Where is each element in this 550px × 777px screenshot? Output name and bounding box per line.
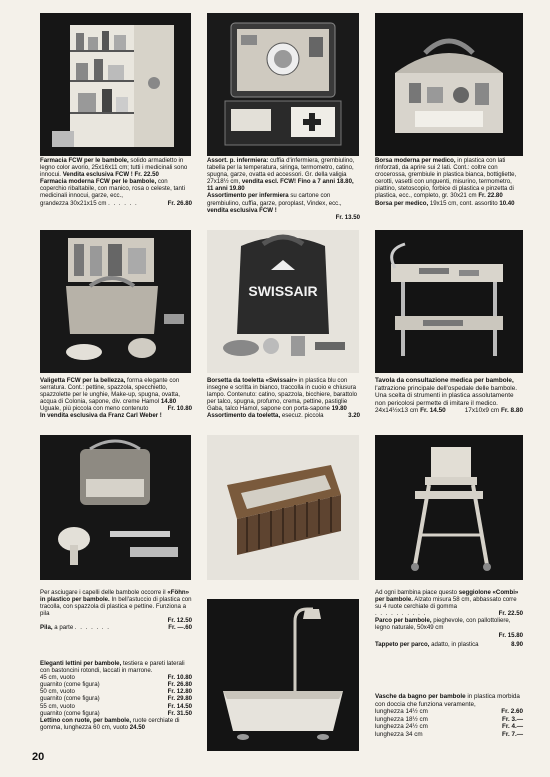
medico-small-price: 10.40 — [499, 199, 515, 207]
farmacia-moderna-title: Farmacia moderna FCW per le bambole, — [40, 178, 157, 186]
pila-label: Pila, — [40, 624, 53, 632]
tappeto-price: 8.90 — [511, 640, 523, 648]
swissair-small-description: esecuz. piccola — [280, 412, 324, 420]
seggiolone-title: seggiolone «Combi» per bambole. — [375, 589, 519, 604]
fohn-description: In bell'astuccio di plastica con tracolla, con spazzola di plastica e pettine. Funziona a pila — [40, 596, 192, 618]
swissair-logo: SWISSAIR — [248, 283, 318, 299]
seggiolone-description: Alzato misura 58 cm, abbassato corre su 4 ruote cerchiate di gomma — [375, 596, 517, 611]
leader-dots: . . . . . . . — [74, 624, 110, 632]
lettino-ruote-description: ruote cerchiate di gomma, lunghezza 60 cm, vuoto — [40, 716, 180, 731]
tavola-price-small: Fr. 8.80 — [500, 407, 523, 415]
farmacia-title: Farmacia FCW per le bambole, — [40, 157, 129, 164]
lettino-ruote-price: 24.50 — [129, 723, 146, 731]
infermiera-cartone-description: su cartone con grembiulino, cuffia, garze, poroplast, Vindex, ecc., — [207, 192, 342, 207]
list-item: lunghezza 24½ cm Fr. 4.— — [375, 723, 523, 731]
caption-medico — [375, 157, 523, 207]
valigetta-title: Valigetta FCW per la bellezza, — [40, 377, 126, 384]
valigetta-price: 14.80 — [160, 398, 177, 406]
farmacia-exclusive: Vendita esclusiva FCW ! — [62, 171, 133, 179]
infermiera-description: cuffia d'infermiera, grembiulino, tabella per la temperatura, siringa, termometro, catino, spugna, garze, ovatta ed accessori. Gr. della valigia 27x18½ cm, — [207, 157, 355, 186]
farmacia-moderna-price: Fr. 26.80 — [167, 199, 192, 207]
hair-dryer-illustration — [40, 435, 191, 580]
parco-title: Parco per bambole, — [375, 617, 432, 625]
list-item: lunghezza 14½ cm Fr. 2.60 — [375, 708, 523, 716]
photo-infermiera — [207, 13, 359, 156]
seggiolone-intro: Ad ogni bambina piace questo — [375, 589, 459, 596]
doll-crib-illustration — [207, 435, 359, 580]
caption-infermiera — [207, 157, 360, 221]
farmacia-description: solido armadietto in legno color avorio, 25x16x11 cm; tutti i medicinali sono innocui. — [40, 157, 188, 179]
swissair-small-title: Assortimento da toeletta, — [207, 412, 281, 420]
tavola-size-large: 24x14½x13 cm — [375, 407, 419, 415]
farmacia-moderna-size: grandezza 30x21x15 cm — [40, 199, 107, 207]
caption-swissair — [207, 377, 360, 420]
caption-valigetta — [40, 377, 192, 420]
tavola-size-small: 17x10x9 cm — [464, 407, 500, 415]
seggiolone-price: Fr. 22.50 — [498, 610, 523, 618]
swissair-description: in plastica blu con insegne e scritta in bianco, traccolla in cuoio e chiusura lampo. Contenuto: catino, spazzola, bicchiere, barattolo per talco, spugna, profumo, crema, pettine, pastiglie Gaba, talco Hamol, sapone con porta-sapone — [207, 377, 358, 413]
tappeto-title: Tappeto per parco, — [375, 640, 430, 648]
lettini-price-list — [40, 674, 192, 717]
list-item: 50 cm, vuoto Fr. 12.80 — [40, 688, 192, 696]
fohn-title: «Föhn» in plastico per bambole. — [40, 589, 190, 604]
vasche-title: Vasche da bagno per bambole — [375, 693, 466, 700]
medicine-cabinet-illustration — [40, 13, 191, 156]
bathtub-illustration — [207, 599, 359, 751]
list-item: 45 cm, vuoto Fr. 10.80 — [40, 674, 192, 682]
high-chair-illustration — [375, 435, 523, 580]
swissair-small-price: 3.20 — [348, 412, 360, 420]
medico-description: in plastica con lati rinforzati, da aprire sui 2 lati. Cont.: coltre con crocerossa, grembiule in plastica bianca, bottigliette, cerotti, vasetti con unguenti, misurino, termometro, piattino, stetoscopio, forbice di plastica e pinzetta di plastica, ecc., completo, gr. 30x21 cm — [375, 157, 517, 200]
tappeto-description: adatto, in plastica — [429, 640, 479, 648]
valigetta-description: forma elegante con serratura. Cont.: pettine, spazzola, specchietto, spazzolette per le unghie, Make-up, spugna, ovatta, acqua di Colonia, sapone, div. creme Hamol — [40, 377, 180, 406]
page-number: 20 — [32, 751, 45, 763]
photo-valigetta — [40, 230, 191, 373]
medico-small-description: 19x15 cm, cont. assortito — [428, 199, 498, 207]
photo-farmacia — [40, 13, 191, 156]
parco-description: pieghevole, con pallottoliere, legno naturale, 50x49 cm — [375, 617, 511, 632]
caption-lettini — [40, 660, 192, 731]
parco-price: Fr. 15.80 — [498, 631, 523, 639]
medico-price: Fr. 22.80 — [478, 192, 503, 200]
list-item: guarnito (come figura) Fr. 29.80 — [40, 695, 192, 703]
photo-tavola — [375, 230, 523, 373]
tavola-price-large: Fr. 14.50 — [420, 407, 446, 415]
lettino-ruote-title: Lettino con ruote, per bambole, — [40, 716, 132, 724]
valigetta-small-price: Fr. 10.80 — [167, 405, 192, 413]
lettini-title: Eleganti lettini per bambole, — [40, 660, 122, 667]
list-item: lunghezza 18½ cm Fr. 3.— — [375, 715, 523, 723]
tavola-description: l'attrazione principale dell'ospedale delle bambole. Una scelta di strumenti in plastica assolutamente non pericolosi permette di imitare il medico. — [375, 384, 518, 407]
valigetta-exclusive: In vendita esclusiva da Franz Carl Weber ! — [40, 412, 162, 420]
infermiera-cartone-price: Fr. 13.50 — [335, 213, 360, 221]
swissair-title: Borsetta da toeletta «Swissair» — [207, 377, 298, 384]
photo-vasca — [207, 599, 359, 751]
medical-table-illustration — [375, 230, 523, 373]
valigetta-small-description: Uguale, più piccola con meno contenuto — [40, 405, 149, 413]
fohn-price: Fr. 12.50 — [167, 617, 192, 625]
list-item: lunghezza 34 cm Fr. 7.— — [375, 730, 523, 738]
fohn-intro: Per asciugare i capelli delle bambole occorre il — [40, 589, 168, 596]
farmacia-price: Fr. 22.50 — [134, 171, 159, 179]
photo-swissair — [207, 230, 359, 373]
photo-fohn — [40, 435, 191, 580]
photo-seggiolone — [375, 435, 523, 580]
leader-dots: . . . . . . . . . . — [375, 610, 427, 618]
farmacia-moderna-description: con coperchio ribaltabile, con manico, rosa o celeste, tanti medicinali innocui, garze, ecc., — [40, 178, 185, 200]
vasche-price-list — [375, 708, 523, 738]
infermiera-cartone-exclusive: vendita esclusiva FCW ! — [207, 206, 277, 214]
caption-tavola — [375, 377, 523, 415]
swissair-bag-illustration — [207, 230, 359, 373]
photo-medico — [375, 13, 523, 156]
infermiera-prices: Fino a 7 anni 18.80, 11 anni 19.80 — [207, 178, 354, 193]
photo-lettino — [207, 435, 359, 580]
list-item: guarnito (come figura) Fr. 31.50 — [40, 709, 192, 717]
lettini-description: testiera e pareti laterali con bastoncini rotondi, laccati in marrone. — [40, 660, 185, 675]
infermiera-cartone-title: Assortimento per infermiera — [207, 192, 289, 200]
pila-price: Fr. —.60 — [168, 624, 192, 632]
beauty-case-illustration — [40, 230, 191, 373]
caption-farmacia — [40, 157, 192, 207]
vasche-description: in plastica morbida con doccia che funziona veramente, — [375, 693, 520, 708]
medico-small-title: Borsa per medico, — [375, 199, 429, 207]
list-item: 55 cm, vuoto Fr. 14.50 — [40, 702, 192, 710]
doctor-bag-illustration — [375, 13, 523, 156]
list-item: guarnito (come figura) Fr. 26.80 — [40, 681, 192, 689]
pila-description: a parte — [52, 624, 74, 632]
infermiera-title: Assort. p. infermiera: — [207, 157, 269, 164]
caption-fohn — [40, 589, 192, 632]
caption-vasche — [375, 693, 523, 739]
swissair-price: 19.80 — [331, 405, 347, 413]
nurse-case-illustration — [207, 13, 359, 156]
leader-dots: . . . . . . — [108, 199, 138, 207]
infermiera-exclusive: vendita escl. FCW! — [241, 178, 297, 186]
tavola-title: Tavola da consultazione medica per bambole, — [375, 377, 514, 384]
medico-title: Borsa moderna per medico, — [375, 157, 456, 164]
caption-seggiolone — [375, 589, 523, 648]
